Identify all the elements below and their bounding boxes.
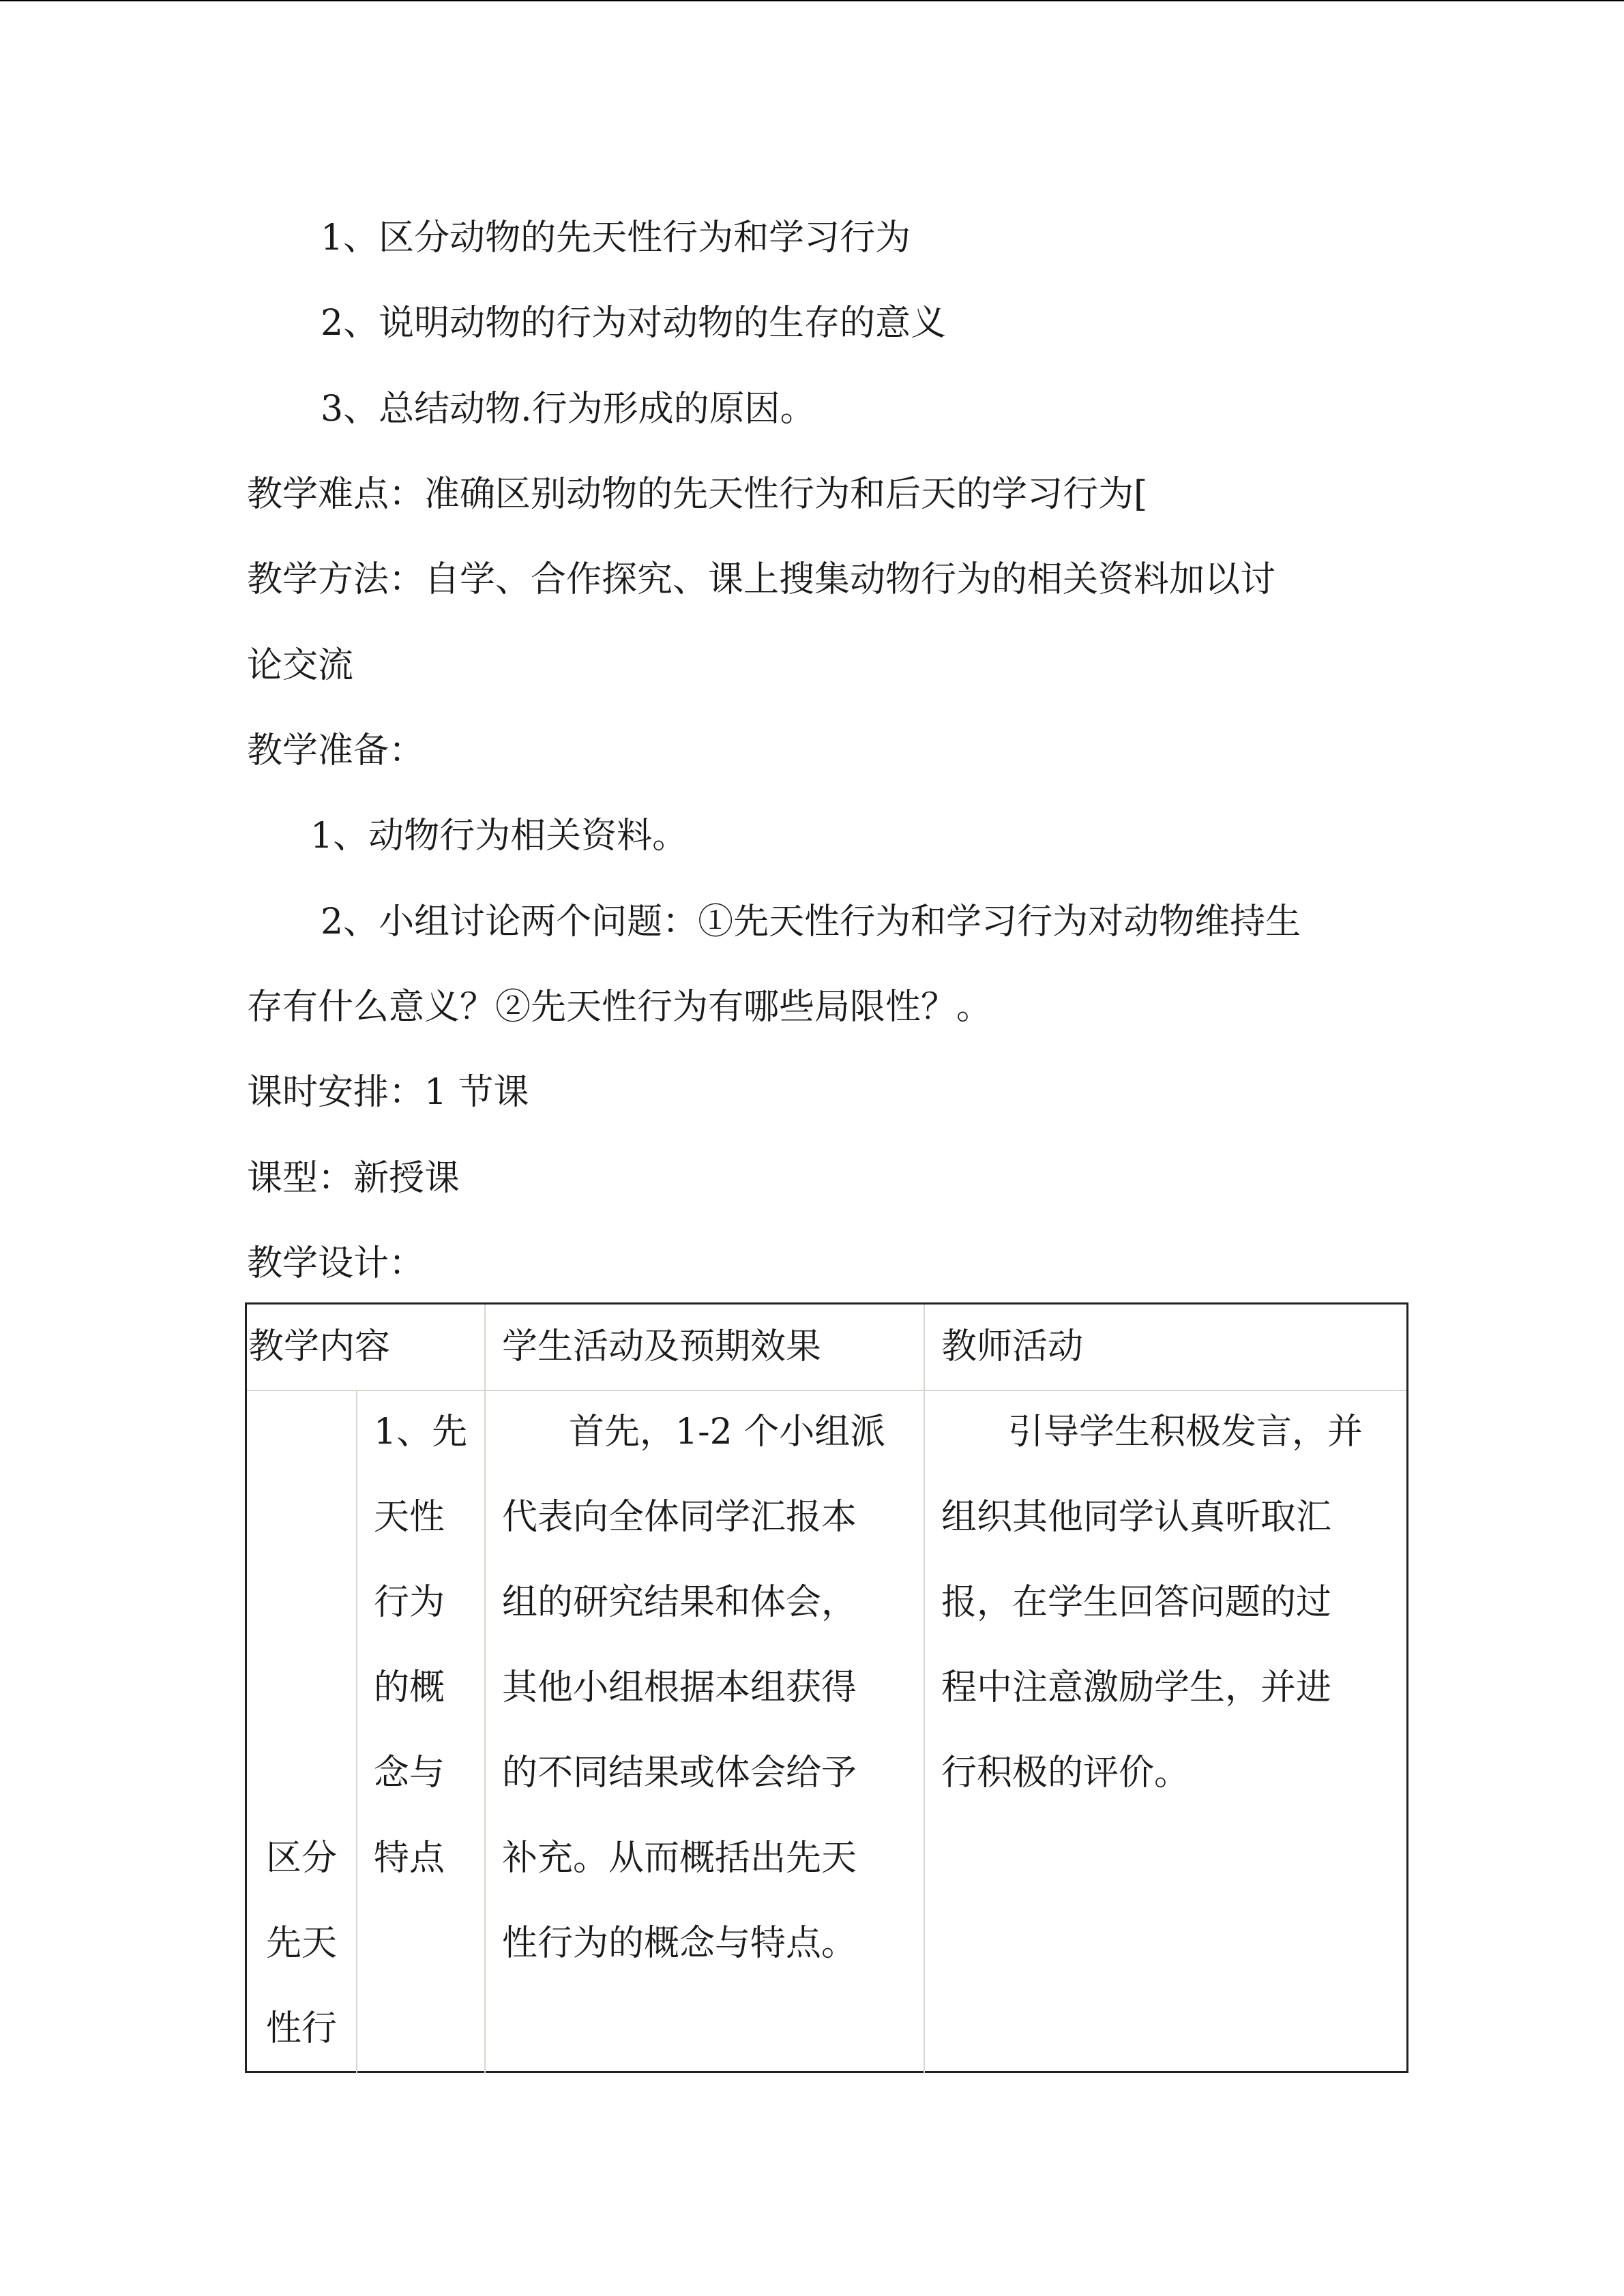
student-activity-line: 性行为的概念与特点。 [502,1923,857,1964]
subtopic-line: 行为 [374,1582,445,1623]
objective-3: 3、总结动物.行为形成的原因。 [321,389,816,430]
teacher-activity-line: 报，在学生回答问题的过 [941,1582,1332,1623]
topic-line: 先天 [266,1923,338,1964]
lesson-type: 课型：新授课 [247,1158,460,1199]
student-activity-line: 补充。从而概括出先天 [502,1838,857,1879]
header-student-activity: 学生活动及预期效果 [502,1326,822,1367]
teacher-activity-line: 组织其他同学认真听取汇 [941,1497,1332,1538]
prep-item-2-line2: 存有什么意义？②先天性行为有哪些局限性？。 [247,987,992,1028]
objective-1: 1、区分动物的先天性行为和学习行为 [321,218,911,258]
student-activity-line: 代表向全体同学汇报本 [502,1497,857,1538]
student-activity-line: 首先，1-2 个小组派 [569,1412,886,1452]
col-divider-student [924,1304,925,2073]
subtopic-line: 特点 [374,1838,445,1879]
subtopic-line: 的概 [374,1667,445,1708]
teaching-design-heading: 教学设计： [247,1243,425,1284]
student-activity-line: 其他小组根据本组获得 [502,1667,857,1708]
teacher-activity-line: 程中注意激励学生，并进 [941,1667,1332,1708]
header-content: 教学内容 [248,1326,391,1367]
prep-item-2-line1: 2、小组讨论两个问题：①先天性行为和学习行为对动物维持生 [321,901,1301,942]
student-activity-line: 组的研究结果和体会， [502,1582,857,1623]
page-top-border [0,0,1624,1]
subtopic-line: 1、先 [374,1412,468,1452]
col-divider-topic [356,1390,357,2073]
teacher-activity-line: 引导学生积极发言，并 [1008,1412,1363,1452]
teaching-method-line1: 教学方法：自学、合作探究、课上搜集动物行为的相关资料加以讨 [247,559,1276,600]
teaching-method-line2: 论交流 [247,645,354,686]
teaching-design-table [245,1302,1408,2073]
topic-line: 区分 [266,1838,338,1879]
student-activity-line: 的不同结果或体会给予 [502,1753,857,1793]
subtopic-line: 念与 [374,1753,445,1793]
header-teacher-activity: 教师活动 [941,1326,1084,1367]
objective-2: 2、说明动物的行为对动物的生存的意义 [321,303,947,344]
class-schedule: 课时安排：1 节课 [247,1072,529,1113]
prep-item-1: 1、动物行为相关资料。 [310,816,688,856]
topic-line: 性行 [266,2008,338,2049]
col-divider-content [484,1304,486,2073]
teaching-prep-heading: 教学准备： [247,730,425,771]
subtopic-line: 天性 [374,1497,445,1538]
teaching-difficulty: 教学难点：准确区别动物的先天性行为和后天的学习行为[ [247,474,1148,515]
teacher-activity-line: 行积极的评价。 [941,1753,1190,1793]
